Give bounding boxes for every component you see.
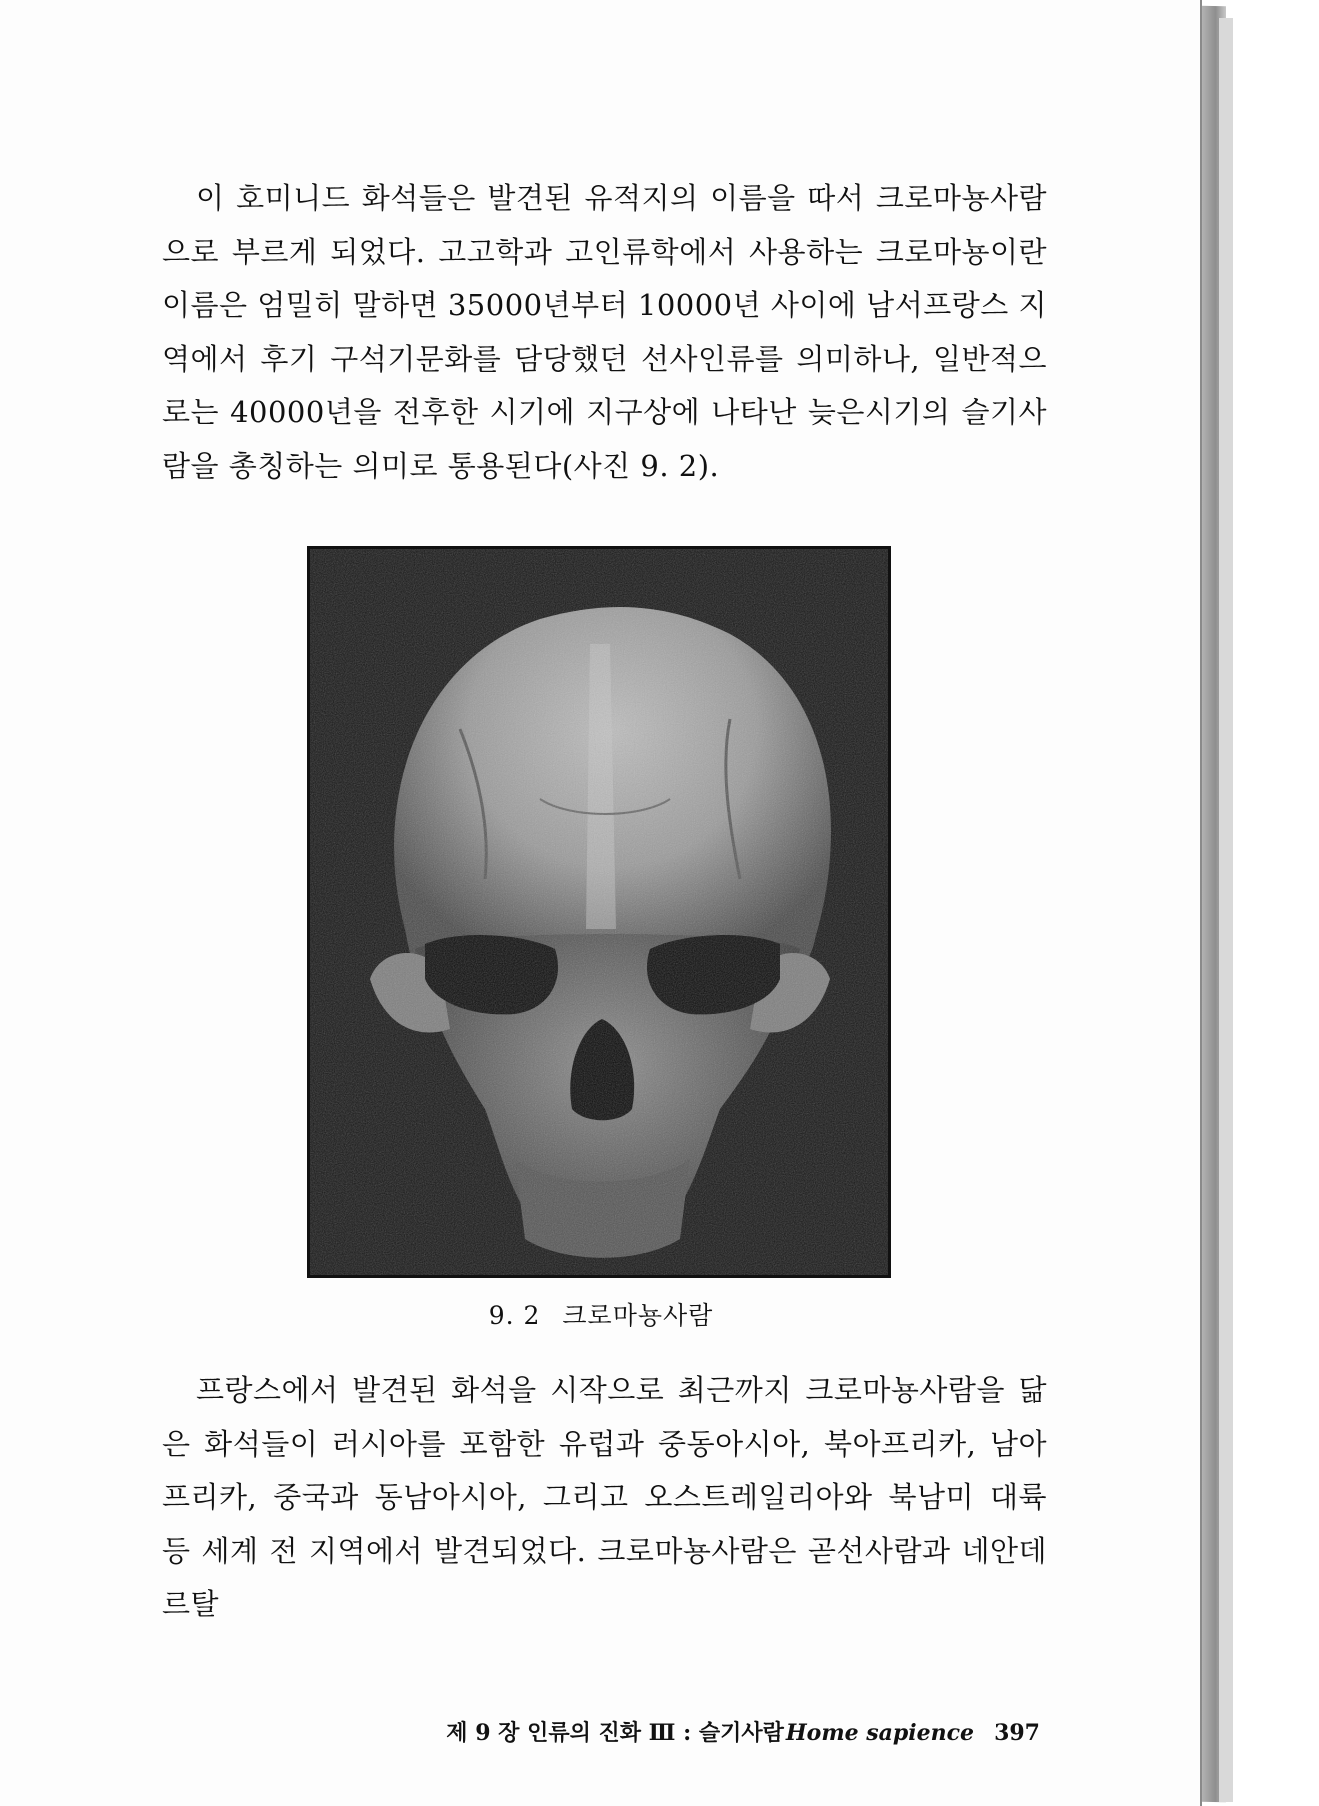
- page-stack-edge-inner: [1218, 18, 1233, 1802]
- figure-caption-text: 크로마뇽사람: [562, 1301, 714, 1330]
- figure-caption: [0, 1296, 1202, 1332]
- footer-chapter-title: 제 9 장 인류의 진화 Ⅲ : 슬기사람: [446, 1720, 784, 1746]
- body-paragraph-1: 이 호미니드 화석들은 발견된 유적지의 이름을 따서 크로마뇽사람으로 부르게 되었다. 고고학과 고인류학에서 사용하는 크로마뇽이란 이름은 엄밀히 말하면 35000년부터 10000년 사이에 남서프랑스 지역에서 후기 구석기문화를 담당했던 선사인류를 의미하나, 일반적으로는 40000년을 전후한 시기에 지구상에 나타난 늦은시기의 슬기사람을 총칭하는 의미로 통용된다(사진 9. 2).: [162, 181, 1047, 483]
- running-footer: [420, 1716, 1040, 1747]
- footer-english-title: Home sapience: [785, 1720, 975, 1746]
- skull-photograph: [307, 546, 891, 1278]
- figure-number: 9. 2: [488, 1301, 541, 1330]
- page-number: 397: [994, 1720, 1040, 1746]
- body-paragraph-2: 프랑스에서 발견된 화석을 시작으로 최근까지 크로마뇽사람을 닮은 화석들이 러시아를 포함한 유럽과 중동아시아, 북아프리카, 남아프리카, 중국과 동남아시아, 그리고 오스트레일리아와 북남미 대륙 등 세계 전 지역에서 발견되었다. 크로마뇽사람은 곧선사람과 네안데르탈: [162, 1373, 1047, 1621]
